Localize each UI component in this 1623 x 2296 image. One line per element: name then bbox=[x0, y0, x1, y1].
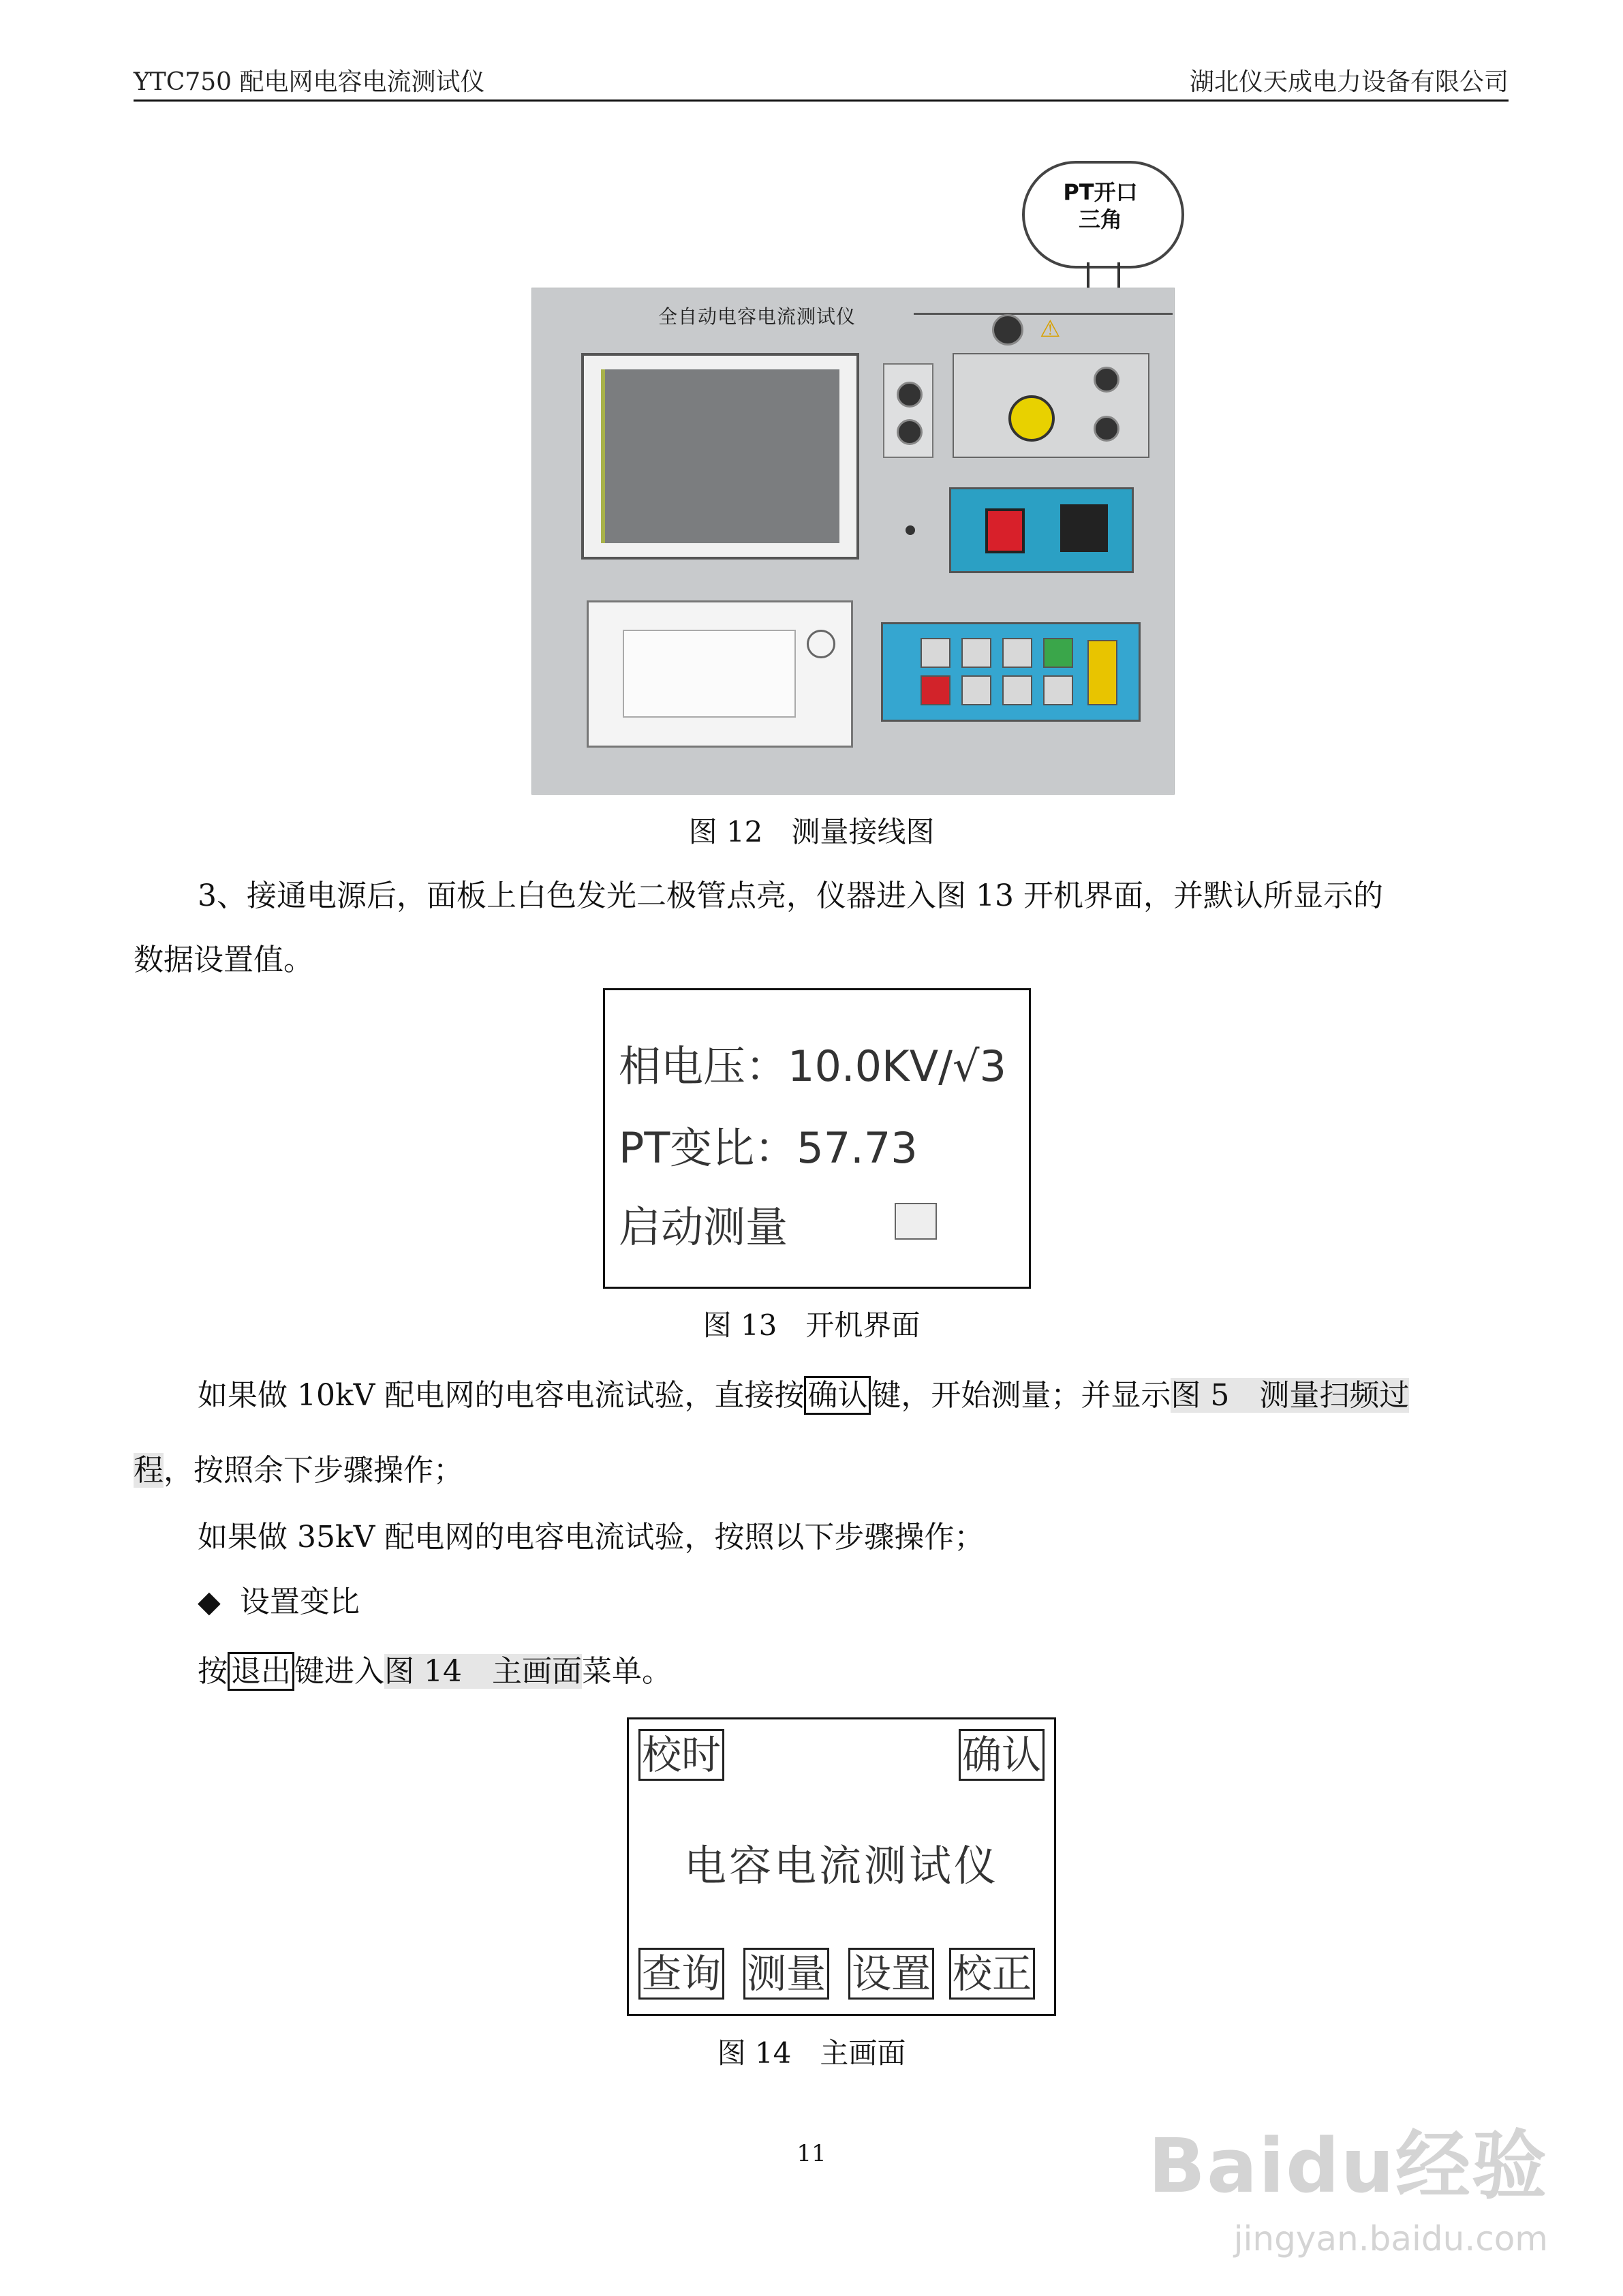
startup-screen bbox=[603, 988, 1031, 1289]
terminal-icon bbox=[1094, 367, 1119, 393]
para1-line1: 3、接通电源后，面板上白色发光二极管点亮，仪器进入图 13 开机界面，并默认所显示的 bbox=[198, 878, 1383, 913]
main-screen-title: 电容电流测试仪 bbox=[683, 1841, 999, 1891]
fig5-reference: 图 5 测量扫频过 bbox=[1171, 1378, 1410, 1413]
start-measure: 启动测量 bbox=[619, 1202, 788, 1252]
header-rule bbox=[134, 100, 1509, 102]
printer-dial-icon bbox=[807, 630, 835, 658]
key-confirm-icon bbox=[1087, 640, 1117, 705]
lcd-screen-glass bbox=[601, 369, 839, 543]
para4-mid: 键进入 bbox=[294, 1654, 384, 1689]
fig14-reference: 图 14 主画面 bbox=[384, 1654, 582, 1689]
key-up-icon bbox=[961, 638, 991, 668]
key-confirm-label: 确认 bbox=[804, 1376, 871, 1415]
para2-prefix: 如果做 10kV 配电网的电容电流试验，直接按 bbox=[198, 1378, 805, 1413]
para4-suffix: 菜单。 bbox=[581, 1654, 672, 1689]
calibrate-time-button: 校时 bbox=[638, 1729, 724, 1781]
panel-divider bbox=[914, 313, 1173, 315]
para2-line1 bbox=[198, 1373, 1409, 1418]
power-switch-icon bbox=[985, 508, 1025, 553]
pt-callout-text bbox=[1039, 179, 1162, 233]
confirm-button: 确认 bbox=[959, 1729, 1045, 1781]
para2-mid: 键，开始测量；并显示 bbox=[871, 1378, 1171, 1413]
lcd-screen bbox=[581, 353, 859, 560]
key-left-icon bbox=[921, 638, 950, 668]
terminal-box bbox=[953, 353, 1149, 458]
fig5-reference-cont: 程 bbox=[134, 1453, 164, 1488]
measure-button: 测量 bbox=[743, 1948, 829, 2000]
hand-pointer-icon bbox=[895, 1203, 937, 1240]
para3: 如果做 35kV 配电网的电容电流试验，按照以下步骤操作； bbox=[198, 1520, 985, 1555]
key-green-icon bbox=[1043, 638, 1073, 668]
key-plus-icon bbox=[1002, 675, 1032, 705]
header-company: 湖北仪天成电力设备有限公司 bbox=[1189, 68, 1509, 96]
figure12-caption: 图 12 测量接线图 bbox=[688, 815, 935, 848]
fuse-knob-box bbox=[883, 363, 933, 458]
page-number: 11 bbox=[797, 2140, 826, 2167]
terminal-icon bbox=[1094, 416, 1119, 442]
main-screen bbox=[627, 1717, 1056, 2016]
bullet-item bbox=[198, 1580, 360, 1625]
printer bbox=[587, 600, 853, 748]
para4-prefix: 按 bbox=[198, 1654, 228, 1689]
query-button: 查询 bbox=[638, 1948, 724, 2000]
pt-callout-line2: 三角 bbox=[1078, 206, 1122, 232]
instrument-photo bbox=[531, 288, 1175, 795]
warning-icon: ⚠ bbox=[1040, 316, 1061, 343]
fuse-knob-icon bbox=[897, 382, 923, 408]
keypad bbox=[881, 622, 1141, 722]
pt-callout-line1: PT开口 bbox=[1063, 179, 1138, 205]
fuse-knob-icon bbox=[897, 419, 923, 445]
correction-button: 校正 bbox=[949, 1948, 1035, 2000]
power-socket-icon bbox=[1060, 504, 1108, 552]
para4 bbox=[198, 1649, 672, 1694]
key-print-icon bbox=[1043, 675, 1073, 705]
led-icon bbox=[906, 525, 915, 535]
para1-line2: 数据设置值。 bbox=[134, 943, 313, 977]
printer-paper bbox=[623, 630, 796, 718]
ground-terminal-icon bbox=[992, 314, 1023, 346]
key-exit-label: 退出 bbox=[228, 1652, 294, 1691]
panel-title: 全自动电容电流测试仪 bbox=[658, 305, 856, 328]
phase-voltage: 相电压：10.0KV/√3 bbox=[619, 1041, 1006, 1091]
baidu-watermark bbox=[1148, 2106, 1548, 2259]
para2-rest: ，按照余下步骤操作； bbox=[164, 1453, 463, 1488]
figure14-caption: 图 14 主画面 bbox=[717, 2036, 906, 2070]
pt-ratio: PT变比：57.73 bbox=[619, 1123, 918, 1173]
power-panel bbox=[949, 487, 1134, 573]
header-title: YTC750 配电网电容电流测试仪 bbox=[134, 68, 485, 96]
settings-button: 设置 bbox=[848, 1948, 934, 2000]
diamond-bullet-icon: ◆ bbox=[198, 1585, 221, 1619]
baidu-logo: Baidu经验 bbox=[1148, 2122, 1548, 2209]
key-right-icon bbox=[1002, 638, 1032, 668]
para2-line2 bbox=[134, 1448, 463, 1493]
bullet-text: 设置变比 bbox=[239, 1585, 360, 1619]
figure13-caption: 图 13 开机界面 bbox=[702, 1308, 921, 1342]
watermark-url: jingyan.baidu.com bbox=[1233, 2219, 1548, 2259]
key-red-icon bbox=[921, 675, 950, 705]
key-down-icon bbox=[961, 675, 991, 705]
yellow-knob-icon bbox=[1008, 395, 1055, 442]
